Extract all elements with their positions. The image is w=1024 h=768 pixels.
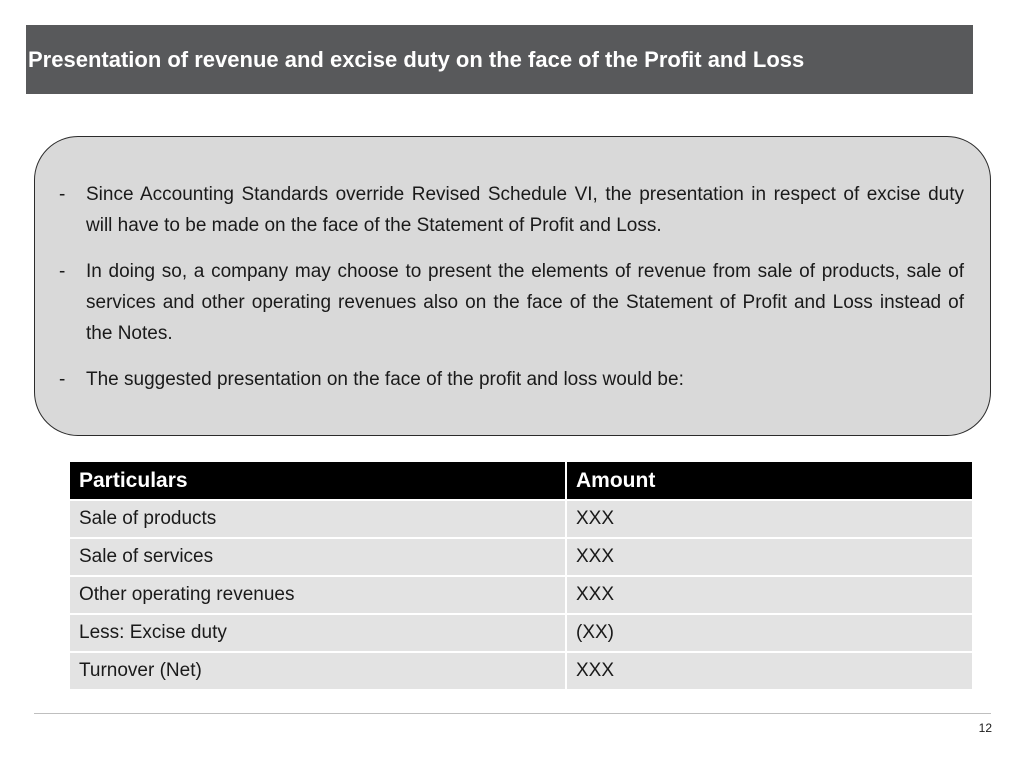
- table-row: [70, 576, 972, 614]
- particulars-cell: Less: Excise duty: [70, 614, 566, 652]
- bullet-item: [59, 256, 964, 349]
- page-number: 12: [978, 721, 992, 735]
- header-particulars: Particulars: [70, 462, 566, 500]
- table-row: [70, 500, 972, 538]
- amount-cell: XXX: [566, 500, 972, 538]
- table-row: [70, 538, 972, 576]
- header-amount: Amount: [566, 462, 972, 500]
- bullet-text: Since Accounting Standards override Revised Schedule VI, the presentation in respect of excise duty will have to be made on the face of the Statement of Profit and Loss.: [86, 184, 964, 236]
- particulars-cell: Other operating revenues: [70, 576, 566, 614]
- particulars-cell: Sale of services: [70, 538, 566, 576]
- bullet-dash: -: [59, 184, 66, 205]
- bullet-item: [59, 179, 964, 241]
- particulars-cell: Turnover (Net): [70, 652, 566, 689]
- amount-cell: XXX: [566, 576, 972, 614]
- particulars-cell: Sale of products: [70, 500, 566, 538]
- table-header-row: [70, 462, 972, 500]
- amount-cell: (XX): [566, 614, 972, 652]
- slide-title: Presentation of revenue and excise duty on the face of the Profit and Loss: [28, 46, 805, 72]
- bullet-dash: -: [59, 369, 66, 390]
- bullet-item: [59, 364, 964, 395]
- bullet-text: The suggested presentation on the face of the profit and loss would be:: [86, 369, 684, 390]
- presentation-table: [70, 462, 972, 689]
- table-row: [70, 652, 972, 689]
- callout-box: [34, 136, 991, 436]
- title-bar: [26, 25, 973, 94]
- amount-cell: XXX: [566, 652, 972, 689]
- bullet-list: [59, 179, 964, 395]
- bullet-text: In doing so, a company may choose to present the elements of revenue from sale of products, sale of services and other operating revenues also on the face of the Statement of Profit and Loss instead of the Notes.: [86, 261, 964, 344]
- footer-divider: [34, 713, 991, 714]
- table-row: [70, 614, 972, 652]
- amount-cell: XXX: [566, 538, 972, 576]
- bullet-dash: -: [59, 261, 66, 282]
